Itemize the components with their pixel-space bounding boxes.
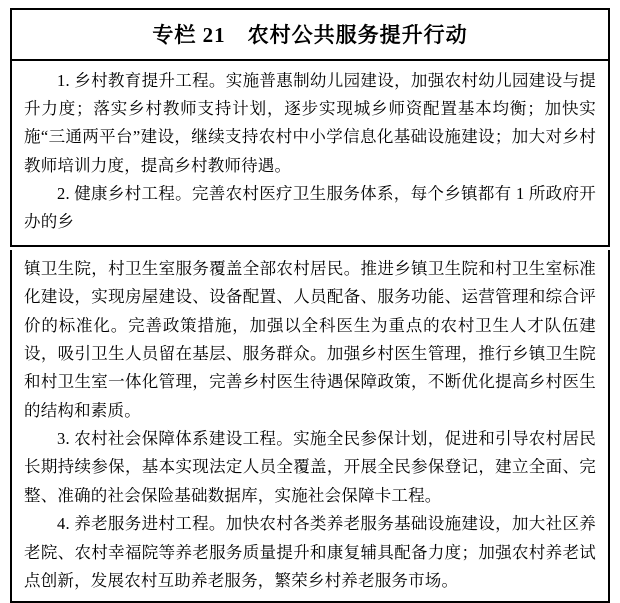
paragraph-4: 4. 养老服务进村工程。加快农村各类养老服务基础设施建设，加大社区养老院、农村幸福院等养老服务质量提升和康复辅具配备力度；加强农村养老试点创新，发展农村互助养老服务，繁荣乡村养老服务市场。 <box>24 514 596 590</box>
feature-box-top <box>10 8 610 247</box>
feature-box-bottom <box>10 250 610 603</box>
paragraph-2-continued: 镇卫生院，村卫生室服务覆盖全部农村居民。推进乡镇卫生院和村卫生室标准化建设，实现房屋建设、设备配置、人员配备、服务功能、运营管理和综合评价的标准化。完善政策措施，加强以全科医生为重点的农村卫生人才队伍建设，吸引卫生人员留在基层、服务群众。加强乡村医生管理，推行乡镇卫生院和村卫生室一体化管理，完善乡村医生待遇保障政策，不断优化提高乡村医生的结构和素质。 <box>24 258 596 420</box>
paragraph-3: 3. 农村社会保障体系建设工程。实施全民参保计划，促进和引导农村居民长期持续参保，基本实现法定人员全覆盖，开展全民参保登记，建立全面、完整、准确的社会保险基础数据库，实施社会保障卡工程。 <box>24 429 596 505</box>
title-divider <box>12 59 608 61</box>
paragraph-2: 2. 健康乡村工程。完善农村医疗卫生服务体系，每个乡镇都有 1 所政府开办的乡 <box>24 184 596 232</box>
box-title: 专栏 21 农村公共服务提升行动 <box>152 23 468 47</box>
paragraph-1: 1. 乡村教育提升工程。实施普惠制幼儿园建设，加强农村幼儿园建设与提升力度；落实乡村教师支持计划，逐步实现城乡师资配置基本均衡；加快实施“三通两平台”建设，继续支持农村中小学信息化基础设施建设；加大对乡村教师培训力度，提高乡村教师待遇。 <box>24 70 596 175</box>
